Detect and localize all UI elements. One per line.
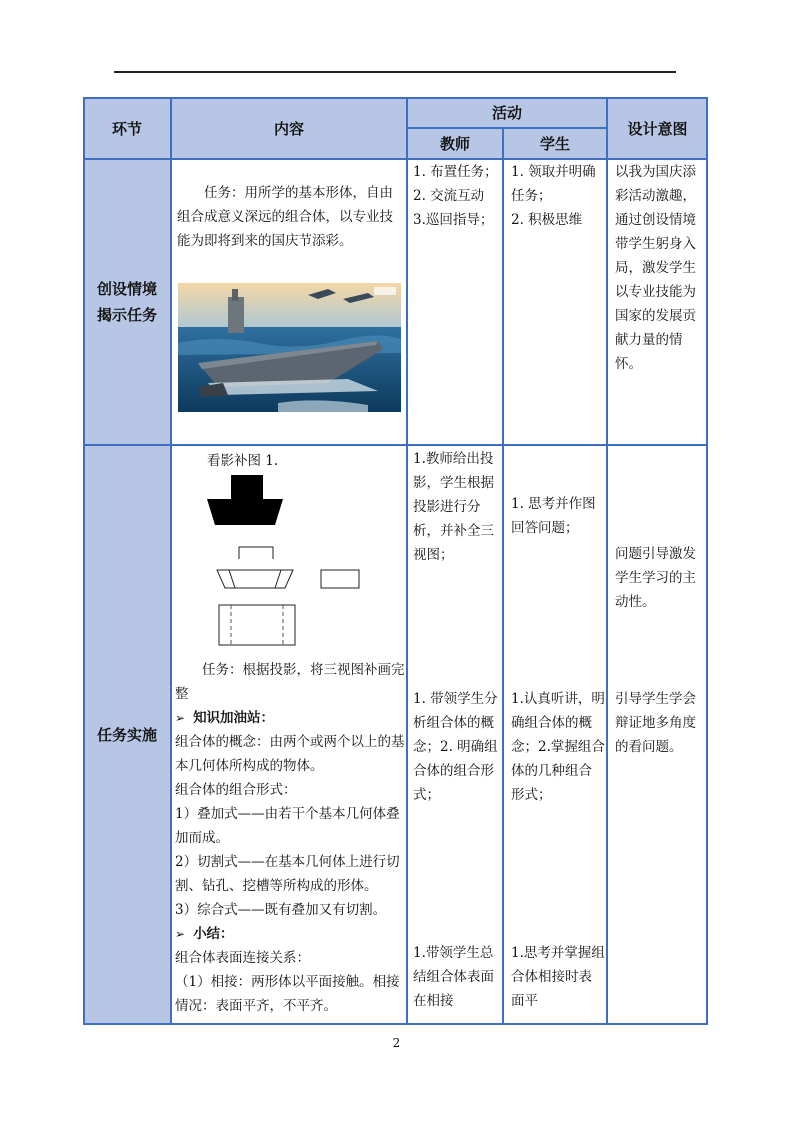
section2-teacher-2: 1. 带领学生分析组合体的概念；2. 明确组合体的组合形式； [413,691,498,803]
section1-design [615,159,705,376]
header-teacher: 教师 [407,128,503,159]
page-number: 2 [392,1036,401,1050]
knowledge-item: 3）综合式——既有叠加又有切割。 [175,902,387,918]
section1-design-text: 以我为国庆添彩活动激趣，通过创设情境带学生躬身入局，激发学生以专业技能为国家的发展贡献力量的情怀。 [615,164,696,372]
section-label-situation: 创设情境揭示任务 [83,159,171,445]
section1-content [175,181,405,253]
header-design: 设计意图 [607,97,708,159]
arrow-bullet-icon: ➢ [175,927,186,941]
header-rule [114,71,676,73]
table-border [406,97,408,1025]
section1-teacher [413,159,505,232]
table-border [606,97,608,1025]
section1-student-item: 1. 领取并明确任务； [511,164,596,204]
table-border [170,97,172,1025]
section2-teacher-3: 1.带领学生总结组合体表面在相接 [413,945,494,1009]
section2-title: 看影补图 1. [207,453,279,469]
table-border [83,158,708,160]
section1-student-item: 2. 积极思维 [511,212,583,228]
knowledge-item: 1）叠加式——由若干个基本几何体叠加而成。 [175,806,400,846]
section1-task-text: 任务：用所学的基本形体，自由组合成意义深远的组合体，以专业技能为即将到来的国庆节添彩。 [177,185,393,249]
section2-student-3: 1.思考并掌握组合体相接时表面平 [511,945,605,1009]
section2-student-1: 1. 思考并作图回答问题； [511,496,596,536]
knowledge-item: 组合体的组合形式： [175,782,297,798]
section2-design-1: 问题引导激发学生学习的主动性。 [615,546,696,610]
table-border [706,97,708,1025]
header-activity: 活动 [407,97,607,128]
table-border [83,444,708,446]
section2-task: 任务：根据投影，将三视图补画完整 [175,662,405,702]
knowledge-item: 组合体的概念：由两个或两个以上的基本几何体所构成的物体。 [175,734,405,774]
table-border [83,97,85,1025]
section1-teacher-item: 1. 布置任务； [413,164,498,180]
table-border [83,97,708,99]
arrow-bullet-icon: ➢ [175,711,186,725]
section1-teacher-item: 2. 交流互动 [413,188,485,204]
table-border [407,127,607,129]
table-border [83,1023,708,1025]
header-student: 学生 [503,128,607,159]
summary-heading: ➢ 小结： [175,926,234,942]
section1-student [511,159,605,232]
aircraft-carrier-image [178,283,401,412]
table-border [502,127,504,1025]
section2-content [175,658,405,1018]
header-section: 环节 [83,97,171,159]
header-content: 内容 [171,97,407,159]
section-label-implementation: 任务实施 [83,445,171,1025]
section1-teacher-item: 3.巡回指导； [413,212,494,228]
knowledge-item: 2）切割式——在基本几何体上进行切割、钻孔、挖槽等所构成的形体。 [175,854,400,894]
section2-teacher-1: 1.教师给出投影，学生根据投影进行分析，并补全三视图； [413,451,494,563]
lesson-table [83,97,708,1025]
section2-student-2: 1.认真听讲，明确组合体的概念；2.掌握组合体的几种组合形式； [511,691,605,803]
knowledge-heading: ➢ 知识加油站： [175,710,275,726]
three-view-drawing [203,475,403,647]
summary-item: 组合体表面连接关系： [175,950,310,966]
summary-item: （1）相接：两形体以平面接触。相接情况：表面平齐，不平齐。 [175,974,400,1014]
section2-design-2: 引导学生学会辩证地多角度的看问题。 [615,691,696,755]
